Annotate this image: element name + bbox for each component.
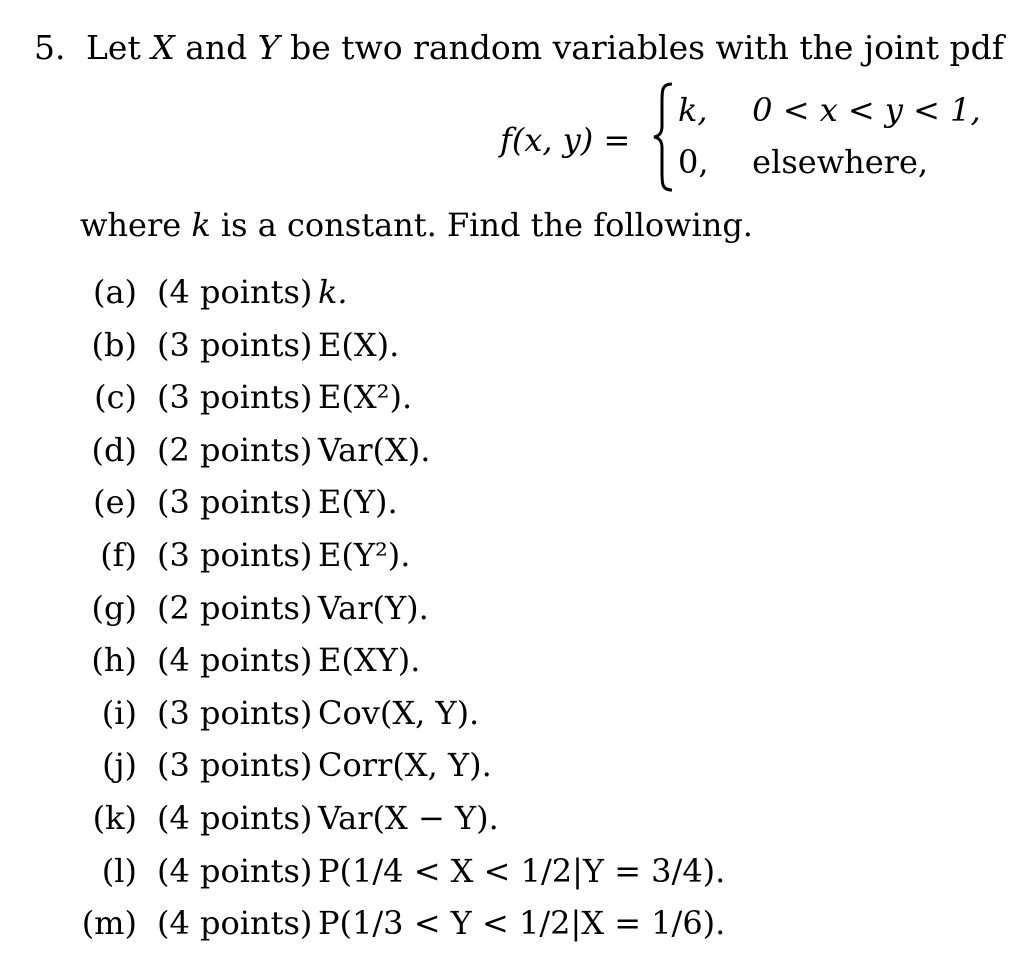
problem-statement: 5. Let X and Y be two random variables with the joint pdf (34, 28, 1004, 67)
pdf-case-row: k, 0 < x < y < 1, (678, 91, 981, 129)
pdf-case-row: 0, elsewhere, (678, 143, 929, 181)
variable-x: X (151, 28, 175, 67)
pdf-lhs: f(x, y) = (500, 121, 631, 159)
document-page: 5. Let X and Y be two random variables with the joint pdf f(x, y) = k, 0 < x < y < 1, 0, elsewhere, where k is a constant. Find the following. (a) (4 points) k. (b) (3 points) E(X). (c) (3 points) E(X²). (d) (2 points) Var(X). (e) (3 points) E(Y). (f) (3 points) E(Y²). (g) (2 points) Var(Y). (h) (4 points) E(XY). (i) (3 points) Cov(X, Y). (j) (3 points) Corr(X, Y). (k) (4 points) Var(X − Y). (l) (4 points) P(1/4 < X < 1/2|Y = 3/4). (m) (4 points) P(1/3 < Y < 1/2|X = 1/6). (34, 28, 1004, 943)
left-brace-icon (652, 82, 674, 192)
variable-y: Y (257, 28, 280, 67)
problem-number: 5. (34, 28, 66, 67)
where-statement: where k is a constant. Find the following. (80, 206, 753, 244)
